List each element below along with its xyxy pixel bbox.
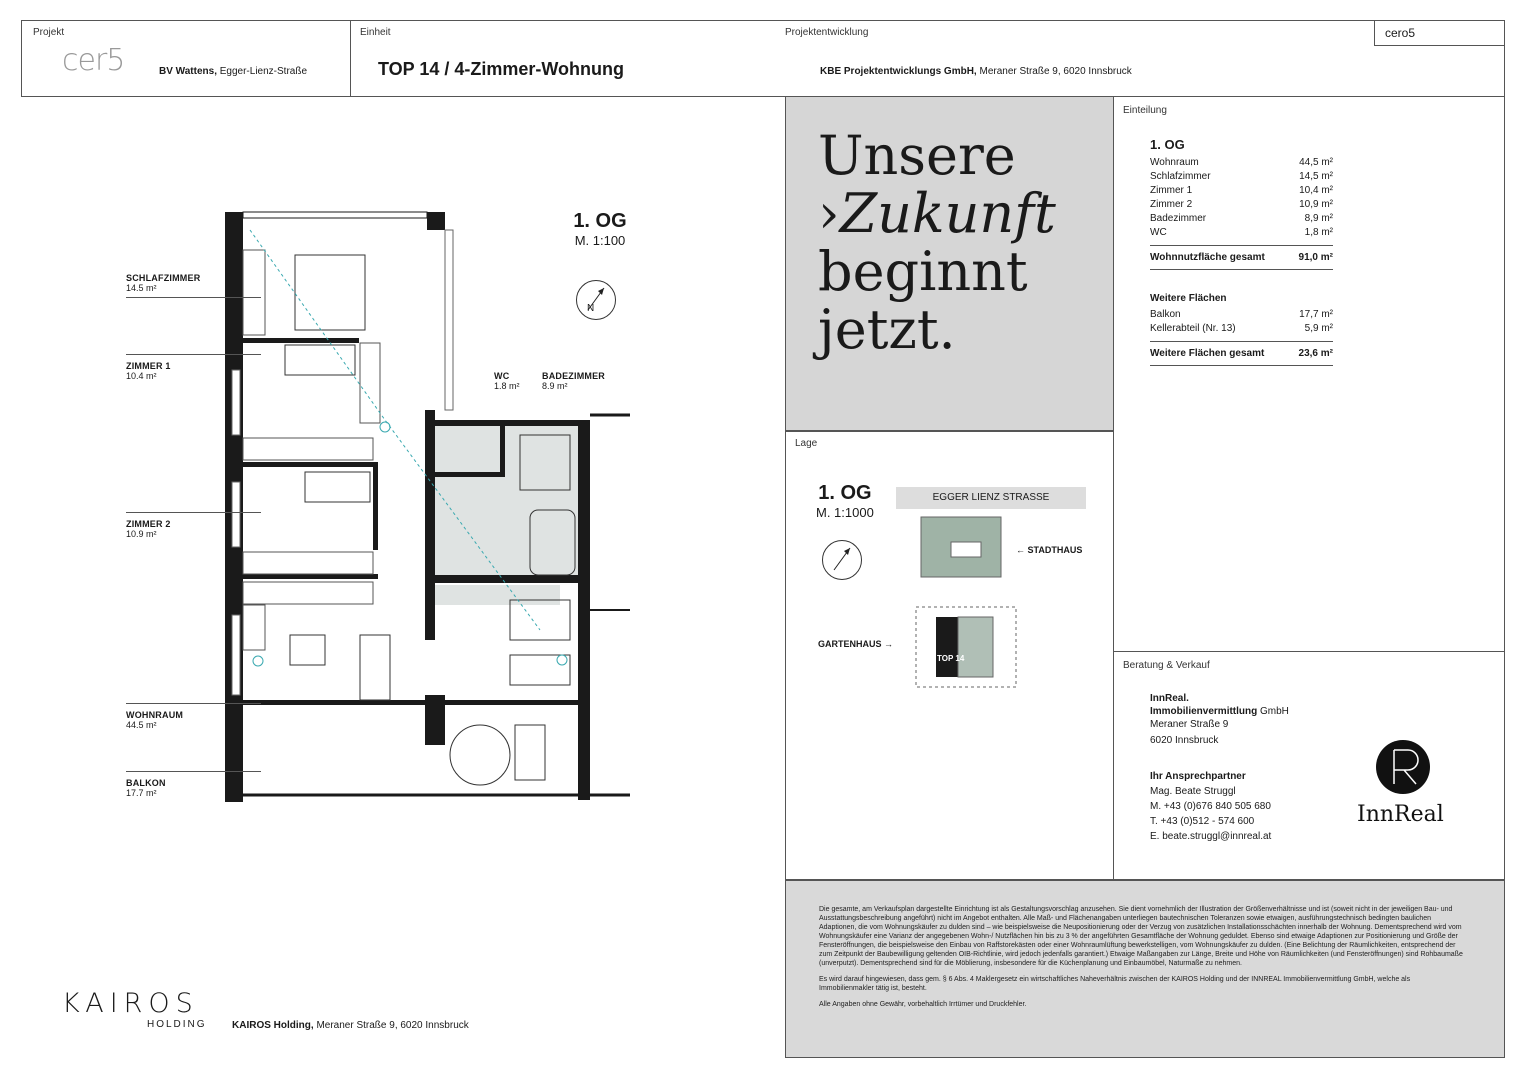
unit-title: TOP 14 / 4-Zimmer-Wohnung [378,59,625,79]
room-label-badezimmer: BADEZIMMER 8.9 m² [542,371,605,391]
room-label-wc: WC 1.8 m² [494,371,520,391]
einteilung-label: Einteilung [1123,105,1167,116]
room-label-wohnraum: WOHNRAUM 44.5 m² [126,710,184,730]
email-link[interactable]: E. beate.struggl@innreal.at [1150,831,1272,842]
area-row: Balkon 17,7 m² [1150,308,1333,320]
area-total-row: Wohnnutzfläche gesamt 91,0 m² [1150,245,1333,269]
north-arrow-icon: N [576,280,616,320]
top-14-marker: TOP 14 [937,654,965,663]
leader-line [126,512,261,513]
legal-text: Die gesamte, am Verkaufsplan dargestellte Einrichtung ist als Gestaltungsvorschlag anzusehen. Sie dient vornehmlich der Illustration der Größenverhältnisse und ist (soweit nicht in der jeweiligen Bau- und Ausstattungsbeschreibung angeführt) nicht im Angebot enthalten. Alle Maß- und Flächenangaben unterliegen bautechnischen Toleranzen sowie etwaigen, ausführungstechnisch bedingten baulichen Adaptionen, die vom Wohnungskäufer zu dulden sind – wie beispielsweise die Neupositionierung oder der Verzug von zusätzlichen Installationsschächten innerhalb der Wohnung. Dementsprechend wird vom Wohnungskäufer eine Varianz der angegebenen Wohn-/ Nutzflächen hin bis zu 3 % der angeführten Gesamtfläche der Wohnung geduldet. Ebenso sind etwaige Adaptionen zur Positionierung und Größe der Fensteröffnungen, die beispielsweise den Einbau von Raffstorekästen oder einer Wohnraumlüftung bewerkstelligen, vom Wohnungskäufer zu dulden. (Eine Belichtung der Räumlichkeiten, entsprechend der zum Zeitpunkt der Baubewilligung geltenden OIB-Richtlinie, wird jedoch jedenfalls garantiert.) Etwaige Maßangaben zur Länge, Breite und Höhe von Räumlichkeiten (und Fensteröffnungen) sind Rohbaumaße (unverputzt). Dementsprechend sind für die Möblierung, insbesondere für die Küchenplanung und Einbaumöbel, Naturmaße zu nehmen. Es wird darauf hingewiesen, dass gem. § 6 Abs. 4 Maklergesetz ein wirtschaftliches Naheverhältnis zwischen der KAIROS Holding und der INNREAL Immobilienvermittlung GmbH, welche als Immobilienmakler tätig ist, besteht. Alle Angaben ohne Gewähr, vorbehaltlich Irrtümer und Druckfehler. [819,906,1463,1008]
beratung-label: Beratung & Verkauf [1123,660,1210,671]
dev-company: KBE Projektentwicklungs GmbH, Meraner Straße 9, 6020 Innsbruck [820,66,1132,77]
tagline: Unsere ›Zukunft beginnt jetzt. [818,124,1056,361]
gartenhaus-label: GARTENHAUS → [818,639,894,649]
leader-line [126,297,261,298]
area-row: Kellerabteil (Nr. 13) 5,9 m² [1150,321,1333,341]
extra-areas-label: Weitere Flächen [1150,293,1227,304]
header-bar [21,20,1505,97]
area-row: Wohnraum 44,5 m² [1150,156,1333,168]
mobile-number[interactable]: M. +43 (0)676 840 505 680 [1150,801,1271,812]
street-label: EGGER LIENZ STRASSE [896,487,1086,509]
unit-label: Einheit [360,27,391,38]
room-label-balkon: BALKON 17.7 m² [126,778,166,798]
area-row: Schlafzimmer 14,5 m² [1150,170,1333,182]
extra-area-table [1150,307,1333,366]
kairos-logo-sub: HOLDING [147,1019,207,1030]
area-row: Zimmer 1 10,4 m² [1150,184,1333,196]
phone-number[interactable]: T. +43 (0)512 - 574 600 [1150,816,1255,827]
kairos-logo: KAIROS [62,988,199,1019]
project-label: Projekt [33,27,65,38]
leader-line [126,771,261,772]
kairos-address: KAIROS Holding, Meraner Straße 9, 6020 Innsbruck [232,1020,469,1031]
site-plan-drawing [911,512,1021,702]
brand-tag: cero5 [1385,26,1416,40]
leader-line [126,354,261,355]
area-row: Zimmer 2 10,9 m² [1150,198,1333,210]
einteilung-panel [1114,97,1504,651]
brand-tag-box [1374,21,1505,46]
header-divider [350,21,351,96]
einteilung-floor: 1. OG [1150,137,1185,152]
dev-label: Projektentwicklung [785,27,869,38]
plan-floor-heading: 1. OG M. 1:100 [573,210,627,248]
lage-divider [786,431,1113,432]
stadthaus-label: ← STADTHAUS [1016,545,1083,555]
innreal-logo-text: InnReal [1357,802,1444,827]
area-row: WC 1,8 m² [1150,225,1333,245]
beratung-panel [1114,652,1504,880]
contact-block: Ihr Ansprechpartner Mag. Beate Struggl M. +43 (0)676 840 505 680 T. +43 (0)512 - 574 600 E. beate.struggl@innreal.at [1150,771,1272,842]
lage-panel [786,432,1113,880]
north-arrow-icon [822,540,862,580]
room-label-zimmer-1: ZIMMER 1 10.4 m² [126,361,171,381]
tagline-panel [786,97,1113,431]
room-label-schlafzimmer: SCHLAFZIMMER 14.5 m² [126,273,201,293]
project-logo: cer5 [62,43,125,78]
legal-panel [785,880,1505,1058]
lage-floor-heading: 1. OG M. 1:1000 [816,482,874,520]
room-label-zimmer-2: ZIMMER 2 10.9 m² [126,519,171,539]
area-table [1150,155,1333,270]
area-total-row: Weitere Flächen gesamt 23,6 m² [1150,341,1333,365]
innreal-logo-icon [1376,740,1430,794]
leader-line [126,703,261,704]
area-row: Badezimmer 8,9 m² [1150,212,1333,224]
floor-plan-drawing [120,210,640,810]
agency-address: InnReal. Immobilienvermittlung GmbH Meraner Straße 9 6020 Innsbruck [1150,693,1289,746]
project-site: BV Wattens, Egger-Lienz-Straße [159,66,308,77]
lage-label: Lage [795,438,818,449]
